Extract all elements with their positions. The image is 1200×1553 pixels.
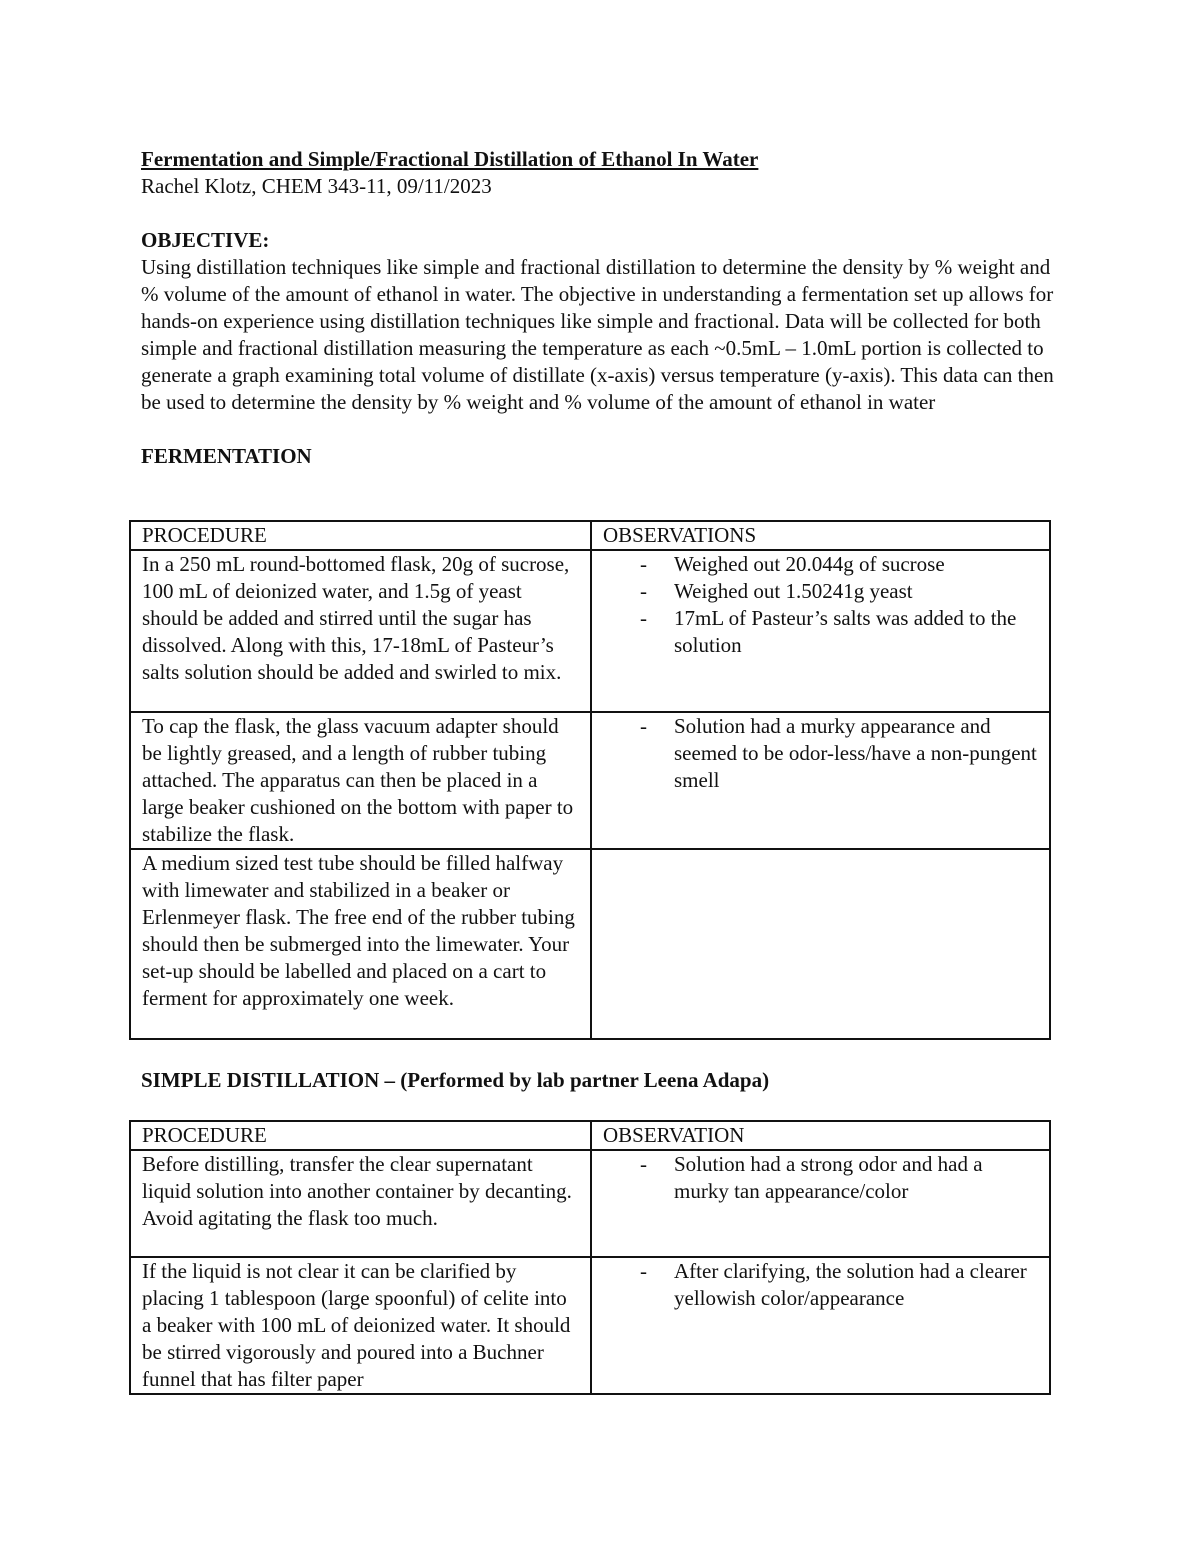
observation-text: Solution had a murky appearance and seemed to be odor-less/have a non-pungent smell [674, 714, 1037, 792]
fermentation-table [129, 520, 1051, 1040]
document-body [141, 146, 1061, 470]
observation-list [603, 1151, 1039, 1205]
observations-cell [591, 550, 1050, 712]
simple-distillation-heading: SIMPLE DISTILLATION – (Performed by lab partner Leena Adapa) [141, 1068, 770, 1092]
spacer [141, 200, 1061, 227]
list-item [603, 578, 1039, 605]
dash-bullet: - [640, 714, 647, 738]
dash-bullet: - [640, 579, 647, 603]
observation-text: After clarifying, the solution had a clearer yellowish color/appearance [674, 1259, 1027, 1310]
table-row [130, 550, 1050, 712]
dash-bullet: - [640, 1259, 647, 1283]
table-row [130, 1257, 1050, 1394]
observations-header: OBSERVATIONS [591, 521, 1050, 550]
observation-list [603, 713, 1039, 794]
list-item [603, 605, 1039, 659]
dash-bullet: - [640, 606, 647, 630]
observation-list [603, 1258, 1039, 1312]
dash-bullet: - [640, 1152, 647, 1176]
fermentation-heading: FERMENTATION [141, 444, 312, 468]
list-item [603, 713, 1039, 794]
table-row [130, 849, 1050, 1039]
observations-cell [591, 1150, 1050, 1257]
table-header-row [130, 521, 1050, 550]
procedure-header: PROCEDURE [130, 1121, 591, 1150]
observation-text: Weighed out 20.044g of sucrose [674, 552, 945, 576]
observation-text: Weighed out 1.50241g yeast [674, 579, 913, 603]
author-line: Rachel Klotz, CHEM 343-11, 09/11/2023 [141, 174, 492, 198]
observation-header: OBSERVATION [591, 1121, 1050, 1150]
observations-cell [591, 712, 1050, 849]
list-item [603, 1151, 1039, 1205]
observations-cell-empty [591, 849, 1050, 1039]
procedure-cell: To cap the flask, the glass vacuum adapter should be lightly greased, and a length of rubber tubing attached. The apparatus can then be placed in a large beaker cushioned on the bottom with paper to stabilize the flask. [130, 712, 591, 849]
table-header-row [130, 1121, 1050, 1150]
table-row [130, 712, 1050, 849]
procedure-cell: Before distilling, transfer the clear supernatant liquid solution into another container by decanting. Avoid agitating the flask too much. [130, 1150, 591, 1257]
observations-cell [591, 1257, 1050, 1394]
objective-text: Using distillation techniques like simple and fractional distillation to determine the density by % weight and % volume of the amount of ethanol in water. The objective in understanding a fermentation set up allows for hands-on experience using distillation techniques like simple and fractional. Data will be collected for both simple and fractional distillation measuring the temperature as each ~0.5mL – 1.0mL portion is collected to generate a graph examining total volume of distillate (x-axis) versus temperature (y-axis). This data can then be used to determine the density by % weight and % volume of the amount of ethanol in water [141, 255, 1054, 414]
table-row [130, 1150, 1050, 1257]
observation-text: 17mL of Pasteur’s salts was added to the solution [674, 606, 1017, 657]
dash-bullet: - [640, 552, 647, 576]
procedure-cell: A medium sized test tube should be filled halfway with limewater and stabilized in a beaker or Erlenmeyer flask. The free end of the rubber tubing should then be submerged into the limewater. Your set-up should be labelled and placed on a cart to ferment for approximately one week. [130, 849, 591, 1039]
document-title: Fermentation and Simple/Fractional Distillation of Ethanol In Water [141, 147, 759, 171]
observation-list [603, 551, 1039, 659]
simple-distillation-table [129, 1120, 1051, 1395]
objective-heading: OBJECTIVE: [141, 228, 270, 252]
procedure-cell: If the liquid is not clear it can be clarified by placing 1 tablespoon (large spoonful) of celite into a beaker with 100 mL of deionized water. It should be stirred vigorously and poured into a Buchner funnel that has filter paper [130, 1257, 591, 1394]
observation-text: Solution had a strong odor and had a murky tan appearance/color [674, 1152, 983, 1203]
list-item [603, 1258, 1039, 1312]
procedure-cell: In a 250 mL round-bottomed flask, 20g of sucrose, 100 mL of deionized water, and 1.5g of yeast should be added and stirred until the sugar has dissolved. Along with this, 17-18mL of Pasteur’s salts solution should be added and swirled to mix. [130, 550, 591, 712]
spacer [141, 416, 1061, 443]
list-item [603, 551, 1039, 578]
procedure-header: PROCEDURE [130, 521, 591, 550]
